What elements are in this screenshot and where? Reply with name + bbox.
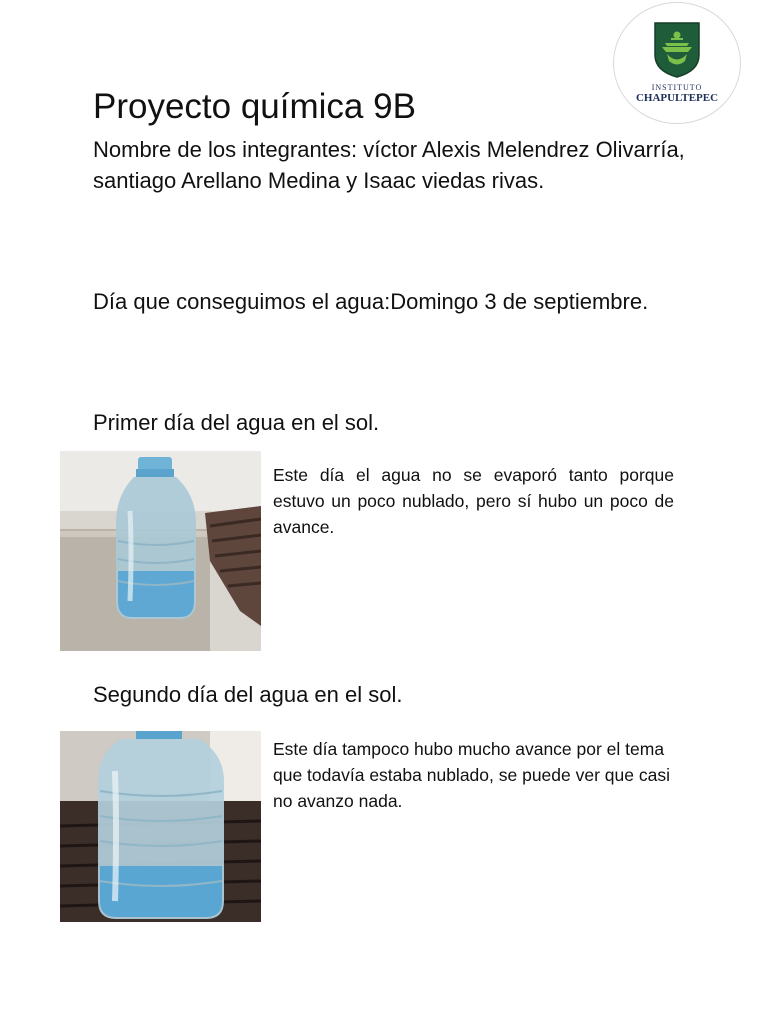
section-heading-day-2: Segundo día del agua en el sol. (93, 682, 403, 707)
logo-text-instituto: INSTITUTO (651, 83, 703, 92)
section-text-day-1: Este día el agua no se evaporó tanto porque estuvo un poco nublado, pero sí hubo un poco de avance. (273, 465, 674, 537)
school-crest-icon (652, 21, 702, 79)
date-paragraph: Día que conseguimos el agua:Domingo 3 de septiembre. (93, 289, 649, 314)
water-bottle-photo-day-2 (60, 731, 261, 922)
page-title: Proyecto química 9B (93, 87, 416, 126)
members-paragraph: Nombre de los integrantes: víctor Alexis Melendrez Olivarría, santiago Arellano Medina y Isaac viedas rivas. (93, 137, 685, 193)
logo-text-chapultepec: CHAPULTEPEC (635, 92, 719, 104)
school-logo (613, 2, 741, 124)
section-text-day-2: Este día tampoco hubo mucho avance por el tema que todavía estaba nublado, se puede ver que casi no avanzo nada. (273, 739, 670, 811)
water-bottle-photo-day-1 (60, 451, 261, 651)
section-heading-day-1: Primer día del agua en el sol. (93, 410, 380, 435)
